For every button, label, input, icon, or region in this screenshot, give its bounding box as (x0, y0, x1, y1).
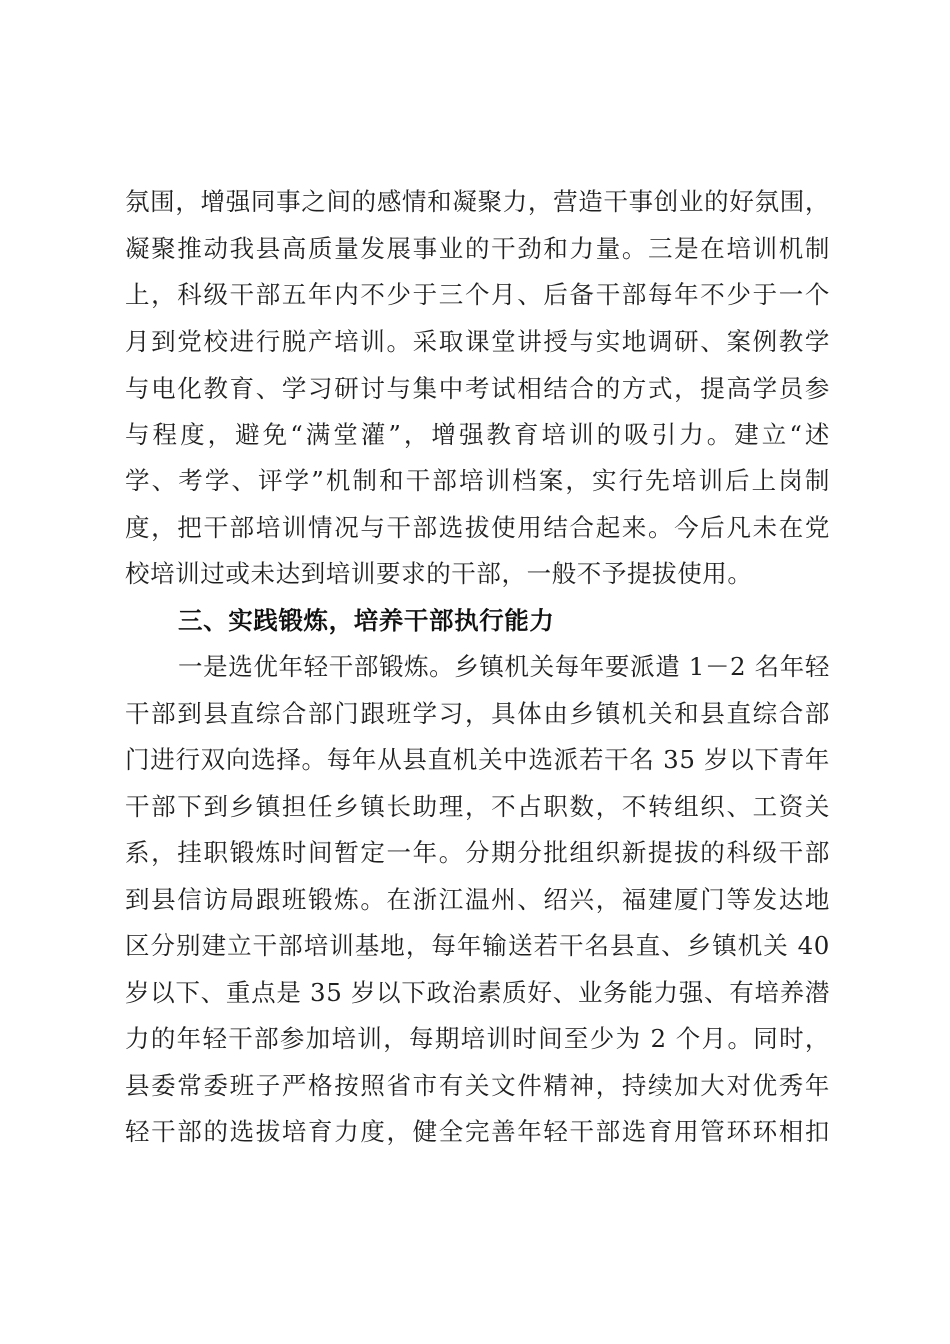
paragraph-1-line-1: 氛围，增强同事之间的感情和凝聚力，营造干事创业的好氛围， (125, 187, 830, 216)
section-heading: 三、实践锻炼，培养干部执行能力 (178, 606, 555, 635)
paragraph-2-line-1: 一是选优年轻干部锻炼。乡镇机关每年要派遣 1－2 名年轻 (178, 652, 830, 681)
paragraph-2-line-2: 干部到县直综合部门跟班学习，具体由乡镇机关和县直综合部 (125, 699, 830, 728)
paragraph-2-line-3: 门进行双向选择。每年从县直机关中选派若干名 35 岁以下青年 (125, 745, 830, 774)
paragraph-2-line-7: 区分别建立干部培训基地，每年输送若干名县直、乡镇机关 40 (125, 931, 830, 960)
paragraph-2-line-5: 系，挂职锻炼时间暂定一年。分期分批组织新提拔的科级干部 (125, 838, 830, 867)
paragraph-2-line-4: 干部下到乡镇担任乡镇长助理，不占职数，不转组织、工资关 (125, 792, 830, 821)
paragraph-1-line-4: 月到党校进行脱产培训。采取课堂讲授与实地调研、案例教学 (125, 327, 830, 356)
paragraph-2-line-6: 到县信访局跟班锻炼。在浙江温州、绍兴，福建厦门等发达地 (125, 885, 830, 914)
paragraph-1-line-3: 上，科级干部五年内不少于三个月、后备干部每年不少于一个 (125, 280, 830, 309)
paragraph-1-line-6: 与程度，避免“满堂灌”，增强教育培训的吸引力。建立“述 (125, 420, 830, 449)
paragraph-2-line-9: 力的年轻干部参加培训，每期培训时间至少为 2 个月。同时， (125, 1024, 830, 1053)
paragraph-1-line-2: 凝聚推动我县高质量发展事业的干劲和力量。三是在培训机制 (125, 234, 830, 263)
paragraph-1-line-5: 与电化教育、学习研讨与集中考试相结合的方式，提高学员参 (125, 374, 830, 403)
paragraph-1-line-7: 学、考学、评学”机制和干部培训档案，实行先培训后上岗制 (125, 466, 830, 495)
paragraph-1-line-9: 校培训过或未达到培训要求的干部，一般不予提拔使用。 (125, 559, 753, 588)
paragraph-1-line-8: 度，把干部培训情况与干部选拔使用结合起来。今后凡未在党 (125, 513, 830, 542)
paragraph-2-line-10: 县委常委班子严格按照省市有关文件精神，持续加大对优秀年 (125, 1071, 830, 1100)
paragraph-2-line-11: 轻干部的选拔培育力度，健全完善年轻干部选育用管环环相扣 (125, 1117, 830, 1146)
paragraph-2-line-8: 岁以下、重点是 35 岁以下政治素质好、业务能力强、有培养潜 (125, 978, 830, 1007)
